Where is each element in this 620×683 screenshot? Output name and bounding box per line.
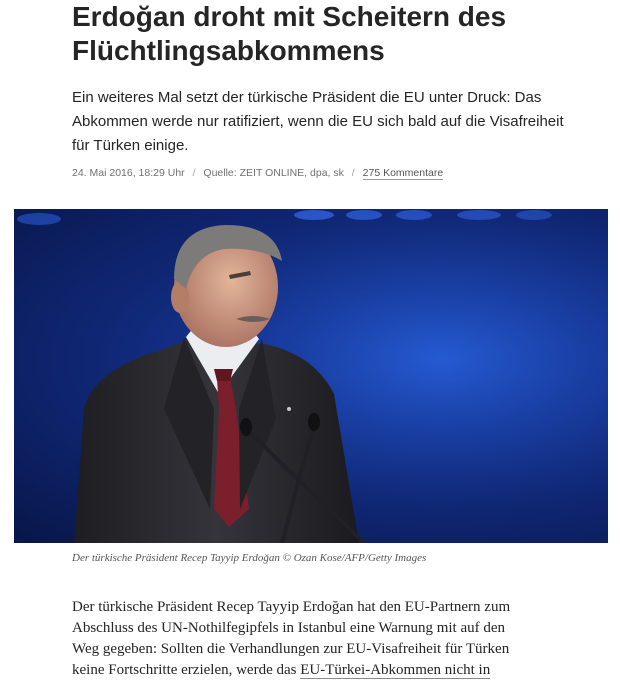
body-line: Abschluss des UN-Nothilfegipfels in Istanbul eine Warnung mit auf den — [72, 620, 506, 636]
article-photo — [14, 209, 608, 543]
article-summary — [72, 86, 572, 158]
source-credit: Quelle: ZEIT ONLINE, dpa, sk — [203, 167, 344, 179]
byline-separator: / — [351, 167, 355, 179]
speaker-photo — [14, 209, 608, 543]
publish-date: 24. Mai 2016, 18:29 Uhr — [72, 167, 185, 179]
headline-line: Erdoğan droht mit Scheitern des — [72, 1, 507, 32]
article-headline — [72, 0, 592, 68]
eu-turkey-agreement-link[interactable]: EU-Türkei-Abkommen nicht in — [300, 662, 491, 678]
headline-line: Flüchtlingsabkommens — [72, 35, 385, 66]
body-line — [72, 660, 572, 681]
article-byline — [72, 165, 443, 181]
summary-line: Abkommen werde nur ratifiziert, wenn die EU sich bald auf die Visafreiheit — [72, 113, 564, 130]
byline-separator: / — [192, 167, 196, 179]
body-line: Der türkische Präsident Recep Tayyip Erdoğan hat den EU-Partnern zum — [72, 599, 511, 615]
summary-line: für Türken einige. — [72, 137, 189, 154]
comments-link[interactable]: 275 Kommentare — [362, 167, 444, 179]
summary-line: Ein weiteres Mal setzt der türkische Präsident die EU unter Druck: Das — [72, 89, 542, 106]
body-line: Weg gegeben: Sollten die Verhandlungen zur EU-Visafreiheit für Türken — [72, 641, 510, 657]
article-body — [72, 597, 572, 681]
photo-caption: Der türkische Präsident Recep Tayyip Erdoğan © Ozan Kose/AFP/Getty Images — [72, 552, 427, 564]
body-text-fragment: keine Fortschritte erzielen, werde das — [72, 662, 301, 678]
